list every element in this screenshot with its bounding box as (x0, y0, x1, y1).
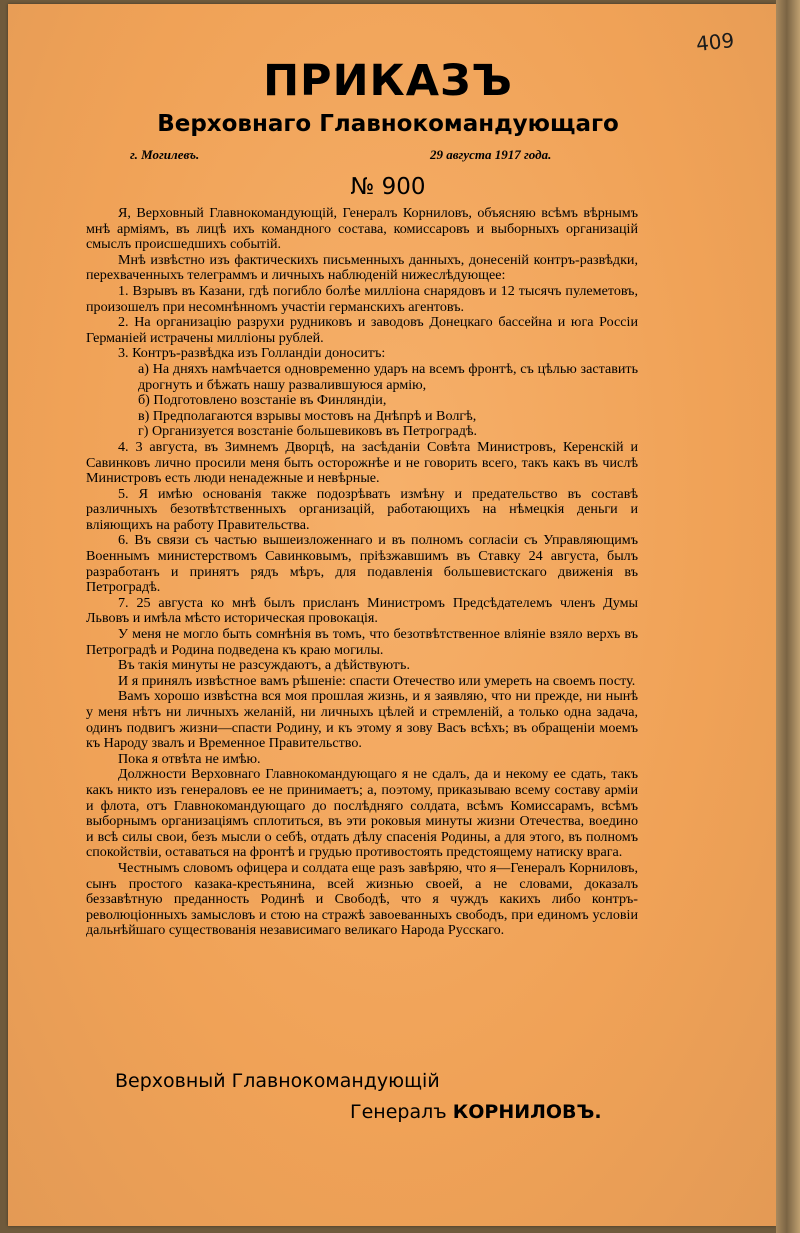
paragraph: 7. 25 августа ко мнѣ былъ присланъ Министромъ Предсѣдателемъ членъ Думы Львовъ и имѣла мѣсто историческая провокація. (86, 594, 638, 627)
paragraph: 4. 3 августа, въ Зимнемъ Дворцѣ, на засѣданіи Совѣта Министровъ, Керенскій и Савинковъ лично просили меня быть осторожнѣе и не говорить всего, такъ какъ въ числѣ Министровъ есть люди ненадежные и невѣрные. (86, 438, 638, 487)
signature-name-line (350, 1101, 602, 1123)
paragraph: Въ такія минуты не разсуждаютъ, а дѣйствуютъ. (118, 657, 410, 674)
document-title: ПРИКАЗЪ (263, 56, 513, 106)
paragraph: У меня не могло быть сомнѣнія въ томъ, что безотвѣтственное вліяніе взяло верхъ въ Петроградѣ и Родина подведена къ краю могилы. (86, 626, 638, 658)
paragraph: Вамъ хорошо извѣстна вся моя прошлая жизнь, и я заявляю, что ни прежде, ни нынѣ у меня нѣтъ ни личныхъ желаній, ни личныхъ цѣлей и стремленій, а только одна задача, одинъ подвигъ жизни—спасти Родину, и къ этому я зову Васъ всѣхъ; въ обращеніи моемъ къ Народу звалъ и Временное Правительство. (86, 688, 638, 752)
signature-title: Верховный Главнокомандующій (115, 1070, 440, 1092)
place-line: г. Могилевъ. (130, 147, 200, 162)
paragraph: Пока я отвѣта не имѣю. (118, 750, 261, 767)
paragraph: 2. На организацію разрухи рудниковъ и заводовъ Донецкаго бассейна и юга Россіи Германіей истрачены милліоны рублей. (86, 314, 638, 346)
document-subtitle: Верховнаго Главнокомандующаго (157, 111, 619, 137)
paragraph: И я принялъ извѣстное вамъ рѣшеніе: спасти Отечество или умереть на своемъ посту. (118, 672, 636, 689)
paragraph: 5. Я имѣю основанія также подозрѣвать измѣну и предательство въ составѣ различныхъ безотвѣтственныхъ организацій, работающихъ на нѣмецкія деньги и вліяющихъ на работу Правительства. (86, 485, 638, 533)
paragraph: 6. Въ связи съ частью вышеизложеннаго и въ полномъ согласіи съ Управляющимъ Военнымъ министерствомъ Савинковымъ, пріѣзжавшимъ въ Ставку 24 августа, былъ разработанъ и принятъ рядъ мѣръ, для подавленія большевистскаго движенія въ Петроградѣ. (86, 532, 638, 596)
sub-item-paragraph: б) Подготовлено возстаніе въ Финляндіи, (138, 392, 387, 409)
paragraph: Я, Верховный Главнокомандующій, Генералъ Корниловъ, объясняю всѣмъ вѣрнымъ мнѣ арміямъ, въ лицѣ ихъ командного состава, комиссаровъ и выборныхъ организацій смыслъ происшедшихъ событій. (86, 205, 638, 253)
sub-item-paragraph: в) Предполагаются взрывы мостовъ на Днѣпрѣ и Волгѣ, (138, 407, 477, 424)
paragraph: Должности Верховнаго Главнокомандующаго я не сдалъ, да и некому ее сдать, такъ какъ никто изъ генераловъ ее не принимаетъ; а, поэтому, приказываю всему составу арміи и флота, отъ Главнокомандующаго до послѣдняго солдата, всѣмъ Комиссарамъ, всѣмъ выборнымъ организаціямъ сплотиться, въ эти роковыя минуты жизни Отечества, воедино и всѣ силы свои, безъ мысли о себѣ, отдать дѣлу спасенія Родины, а для этого, въ полномъ спокойствіи, оставаться на фронтѣ и грудью противостоять предстоящему натиску врага. (86, 766, 638, 861)
sub-item-paragraph: г) Организуется возстаніе большевиковъ въ Петроградѣ. (138, 423, 478, 440)
paragraph: 1. Взрывъ въ Казани, гдѣ погибло болѣе милліона снарядовъ и 12 тысячъ пулеметовъ, произошелъ при несомнѣнномъ участіи германскихъ агентовъ. (86, 282, 638, 315)
signature-name: КОРНИЛОВЪ. (452, 1101, 602, 1123)
signature-rank: Генералъ (350, 1101, 447, 1123)
order-text (86, 206, 638, 939)
sub-item-paragraph: а) На дняхъ намѣчается одновременно ударъ на всемъ фронтѣ, съ цѣлью заставить дрогнуть и бѣжать нашу развалившуюся армію, (138, 360, 638, 393)
book-binding-edge (776, 0, 800, 1233)
paragraph: Честнымъ словомъ офицера и солдата еще разъ завѣряю, что я—Генералъ Корниловъ, сынъ простого казака-крестьянина, всей жизнью своей, а не словами, доказалъ беззавѣтную преданность Родинѣ и Свободѣ, что я чуждъ какихъ либо контръ-революціонныхъ замысловъ и стою на стражѣ завоеванныхъ свободъ, при единомъ условіи дальнѣйшаго существованія независимаго великаго Народа Русскаго. (86, 859, 638, 939)
order-number: № 900 (350, 174, 426, 200)
date-line: 29 августа 1917 года. (430, 147, 552, 162)
page-number: 409 (694, 28, 736, 56)
paragraph: Мнѣ извѣстно изъ фактическихъ письменныхъ данныхъ, донесеній контръ-развѣдки, перехваченныхъ телеграммъ и личныхъ наблюденій нижеслѣдующее: (86, 251, 638, 284)
paragraph: 3. Контръ-развѣдка изъ Голландіи доноситъ: (118, 345, 386, 362)
